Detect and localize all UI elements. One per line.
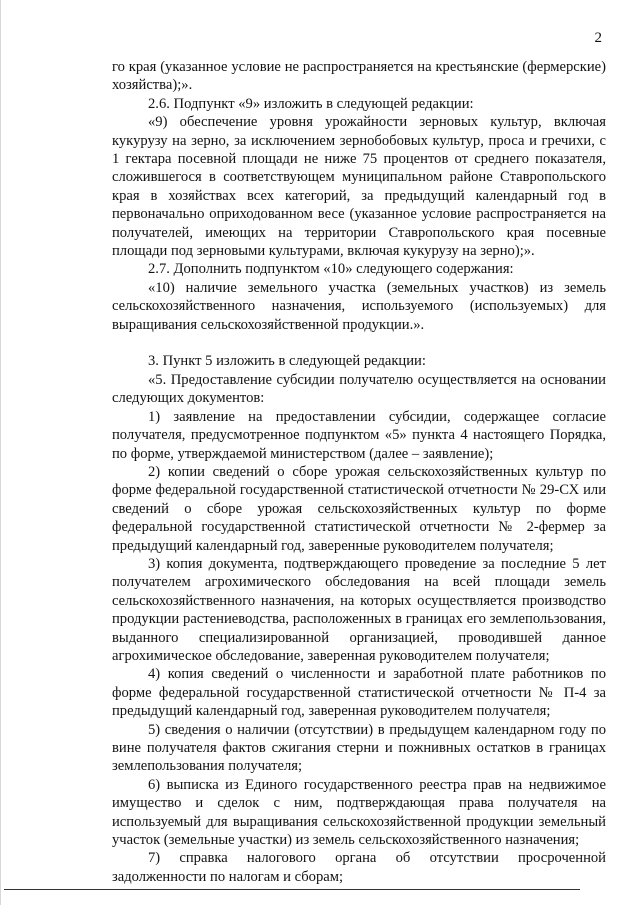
list-item-1: 1) заявление на предоставлении субсидии, содержащее согласие получателя, предусмотренное подпунктом «5» пункта 4 настоящего Порядка, по форме, утверждаемой министерством (далее – заявление); [112,408,606,462]
list-item-6: 6) выписка из Единого государственного реестра прав на недвижимое имущество и сделок с ним, подтверждающая права получателя на используемый для выращивания сельскохозяйственной продукции земельный участок (земельные участки) из земель сельскохозяйственного назначения; [112,776,606,849]
paragraph-item-5: «5. Предоставление субсидии получателю осуществляется на основании следующих документов: [112,371,606,407]
list-item-7: 7) справка налогового органа об отсутствии просроченной задолженности по налогам и сборам; [112,850,606,885]
list-item-3: 3) копия документа, подтверждающего проведение за последние 5 лет получателем агрохимического обследования на всей площади земель сельскохозяйственного назначения, на которых осуществляется производство продукции растениеводства, расположенных в границах его землепользования, выданного специализированной организацией, проводившей данное агрохимическое обследование, заверенная руководителем получателя; [112,555,606,664]
list-item-5: 5) сведения о наличии (отсутствии) в предыдущем календарном году по вине получателя фактов сжигания стерни и пожнивных остатков в границах землепользования получателя; [112,721,606,775]
list-item-4: 4) копия сведений о численности и заработной плате работников по форме федеральной государственной статистической отчетности № П-4 за предыдущий календарный год, заверенная руководителем получателя; [112,666,606,720]
page-number: 2 [594,30,602,46]
paragraph-subitem-9: «9) обеспечение уровня урожайности зерновых культур, включая кукурузу на зерно, за исключением зернобобовых культур, проса и гречихи, с 1 гектара посевной площади не ниже 75 процентов от среднего показателя, сложившегося в соответствующем муниципальном районе Ставропольского края в хозяйствах всех категорий, за предыдущий календарный год в первоначально оприходованном весе (указанное условие распространяется на получателей, имеющих на территории Ставропольского края посевные площади под зерновыми культурами, включая кукурузу на зерно);». [112,114,606,260]
document-body [112,58,606,886]
paragraph-2-6: 2.6. Подпункт «9» изложить в следующей редакции: [148,95,474,112]
paragraph-subitem-10: «10) наличие земельного участка (земельных участков) из земель сельскохозяйственного назначения, используемого (используемых) для выращивания сельскохозяйственной продукции.». [112,279,606,333]
list-item-2: 2) копии сведений о сборе урожая сельскохозяйственных культур по форме федеральной государственной статистической отчетности № 29-СХ или сведений о сборе урожая сельскохозяйственных культур по форме федеральной государственной статистической отчетности № 2-фермер за предыдущий календарный год, заверенные руководителем получателя; [112,463,606,554]
footer-rule [4,889,580,890]
scan-edge [0,0,1,905]
paragraph-3: 3. Пункт 5 изложить в следующей редакции: [148,353,426,370]
paragraph-continuation: го края (указанное условие не распространяется на крестьянские (фермерские) хозяйства);». [112,59,606,94]
paragraph-2-7: 2.7. Дополнить подпунктом «10» следующего содержания: [148,261,514,278]
